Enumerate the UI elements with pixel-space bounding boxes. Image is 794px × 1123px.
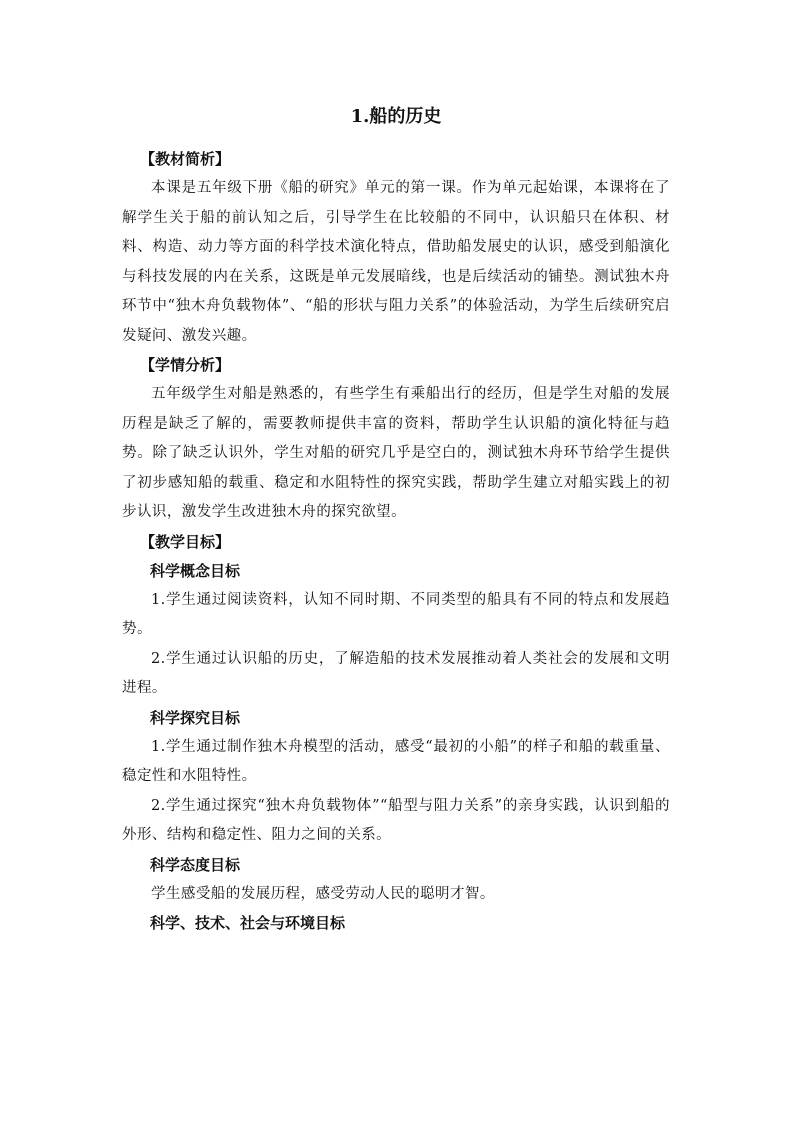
analysis-paragraph: 本课是五年级下册《船的研究》单元的第一课。作为单元起始课，本课将在了解学生关于船的前认知之后，引导学生在比较船的不同中，认识船只在体积、材料、构造、动力等方面的科学技术演化特点，借助船发展史的认识，感受到船演化与科技发展的内在关系，这既是单元发展暗线，也是后续活动的铺垫。测试独木舟环节中“独木舟负载物体”、“船的形状与阻力关系”的体验活动，为学生后续研究启发疑问、激发兴趣。	[122, 180, 670, 344]
goals-heading: 【教学目标】	[140, 532, 231, 551]
attitude-goal-item: 学生感受船的发展历程，感受劳动人民的聪明才智。	[151, 885, 495, 902]
inquiry-goal-item: 2.学生通过探究“独木舟负载物体”“船型与阻力关系”的亲身实践，认识到船的外形、结构和稳定性、阻力之间的关系。	[122, 797, 670, 843]
document-content	[122, 103, 670, 938]
page-title: 1.船的历史	[350, 106, 442, 127]
inquiry-goals-heading: 科学探究目标	[150, 708, 241, 727]
concept-goal-item: 2.学生通过认识船的历史，了解造船的技术发展推动着人类社会的发展和文明进程。	[122, 650, 670, 696]
stse-goals-heading: 科学、技术、社会与环境目标	[150, 914, 346, 932]
inquiry-goal-item: 1.学生通过制作独木舟模型的活动，感受“最初的小船”的样子和船的载重量、稳定性和水阻特性。	[122, 738, 670, 784]
concept-goal-item: 1.学生通过阅读资料，认知不同时期、不同类型的船具有不同的特点和发展趋势。	[122, 591, 670, 637]
concept-goals-heading: 科学概念目标	[150, 561, 241, 580]
students-paragraph: 五年级学生对船是熟悉的，有些学生有乘船出行的经历，但是学生对船的发展历程是缺乏了解的，需要教师提供丰富的资料，帮助学生认识船的演化特征与趋势。除了缺乏认识外，学生对船的研究几乎是空白的，测试独木舟环节给学生提供了初步感知船的载重、稳定和水阻特性的探究实践，帮助学生建立对船实践上的初步认识，激发学生改进独木舟的探究欲望。	[122, 386, 670, 520]
analysis-heading: 【教材简析】	[140, 150, 231, 168]
attitude-goals-heading: 科学态度目标	[150, 855, 241, 874]
students-heading: 【学情分析】	[140, 356, 231, 374]
